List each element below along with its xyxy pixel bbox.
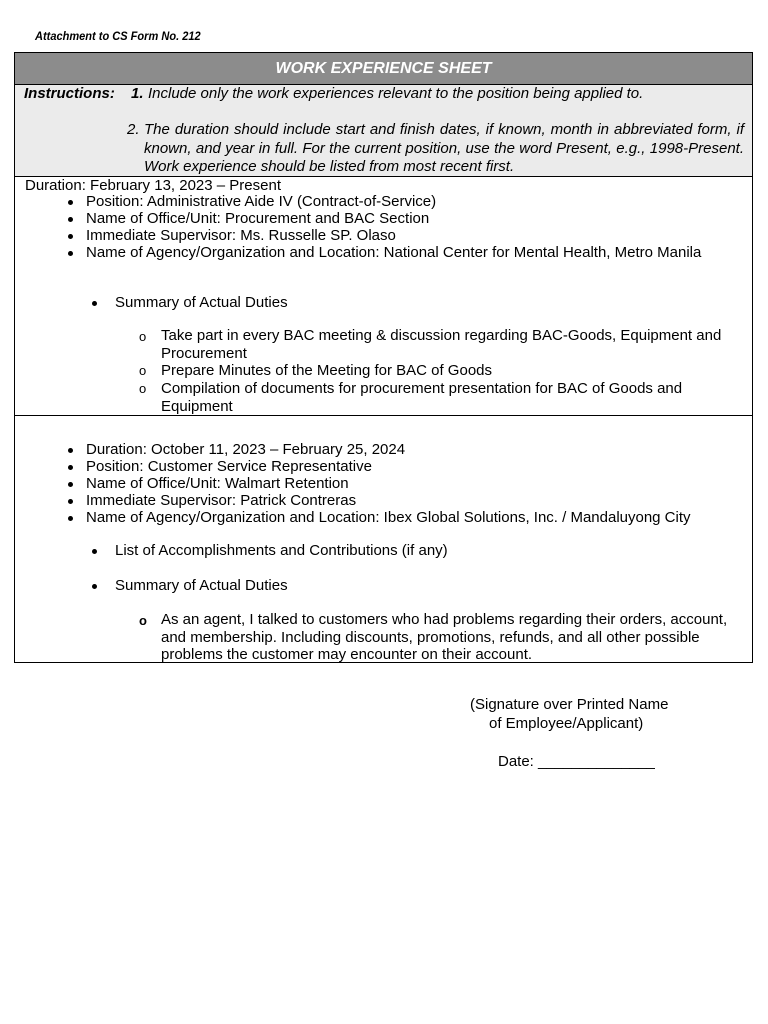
experience-entry-2 bbox=[15, 416, 752, 662]
bullet-icon bbox=[68, 234, 73, 239]
supervisor-text: Immediate Supervisor: Patrick Contreras bbox=[86, 492, 357, 509]
instruction-text-1: Include only the work experiences relevant to the position being applied to. bbox=[148, 85, 644, 102]
duty-item: Compilation of documents for procurement presentation for BAC of Goods and Equipment bbox=[161, 380, 683, 415]
instruction-number-2: 2. bbox=[127, 121, 140, 138]
duty-item: Prepare Minutes of the Meeting for BAC of Goods bbox=[161, 362, 493, 379]
circle-bullet-icon: o bbox=[139, 329, 147, 344]
instruction-text-2: The duration should include start and finish dates, if known, month in abbreviated form, if known, and year in full. For the current position, use the word Present, e.g., 1998-Present. Work experience should be listed from most recent first. bbox=[144, 121, 744, 175]
signature-line-1: (Signature over Printed Name bbox=[470, 696, 669, 713]
agency-text: Name of Agency/Organization and Location: National Center for Mental Health, Metro Manila bbox=[86, 244, 702, 261]
circle-bullet-icon: o bbox=[139, 381, 147, 396]
bullet-icon bbox=[68, 482, 73, 487]
bullet-icon bbox=[68, 217, 73, 222]
attachment-label: Attachment to CS Form No. 212 bbox=[35, 29, 201, 43]
work-experience-sheet bbox=[14, 52, 753, 663]
signature-line-2: of Employee/Applicant) bbox=[489, 715, 644, 732]
position-text: Position: Administrative Aide IV (Contract-of-Service) bbox=[86, 193, 437, 210]
bullet-icon bbox=[68, 499, 73, 504]
bullet-icon bbox=[68, 448, 73, 453]
bullet-icon bbox=[92, 549, 97, 554]
bullet-icon bbox=[68, 465, 73, 470]
bullet-icon bbox=[68, 200, 73, 205]
circle-bullet-icon: o bbox=[139, 613, 147, 628]
duration-text: Duration: February 13, 2023 – Present bbox=[25, 177, 281, 194]
office-text: Name of Office/Unit: Walmart Retention bbox=[86, 475, 349, 492]
circle-bullet-icon: o bbox=[139, 363, 147, 378]
sheet-title: WORK EXPERIENCE SHEET bbox=[15, 53, 752, 85]
duty-item: Take part in every BAC meeting & discussion regarding BAC-Goods, Equipment and Procurement bbox=[161, 327, 722, 362]
agency-text: Name of Agency/Organization and Location: Ibex Global Solutions, Inc. / Mandaluyong City bbox=[86, 509, 691, 526]
accomplishments-label: List of Accomplishments and Contributions (if any) bbox=[115, 542, 448, 559]
supervisor-text: Immediate Supervisor: Ms. Russelle SP. Olaso bbox=[86, 227, 396, 244]
office-text: Name of Office/Unit: Procurement and BAC Section bbox=[86, 210, 430, 227]
instructions-box bbox=[15, 85, 752, 177]
instruction-number-1: 1. bbox=[131, 85, 144, 102]
bullet-icon bbox=[68, 516, 73, 521]
bullet-icon bbox=[92, 301, 97, 306]
duty-item: As an agent, I talked to customers who had problems regarding their orders, account, and membership. Including discounts, promotions, refunds, and all other possible problems the customer may encounter on their account. bbox=[161, 611, 728, 663]
summary-duties-label: Summary of Actual Duties bbox=[115, 577, 288, 594]
date-field: Date: ______________ bbox=[498, 753, 655, 770]
instructions-label: Instructions: bbox=[24, 85, 115, 102]
position-text: Position: Customer Service Representative bbox=[86, 458, 372, 475]
duration-text: Duration: October 11, 2023 – February 25, 2024 bbox=[86, 441, 406, 458]
experience-entry-1 bbox=[15, 177, 752, 416]
summary-duties-label: Summary of Actual Duties bbox=[115, 294, 288, 311]
bullet-icon bbox=[68, 251, 73, 256]
bullet-icon bbox=[92, 584, 97, 589]
